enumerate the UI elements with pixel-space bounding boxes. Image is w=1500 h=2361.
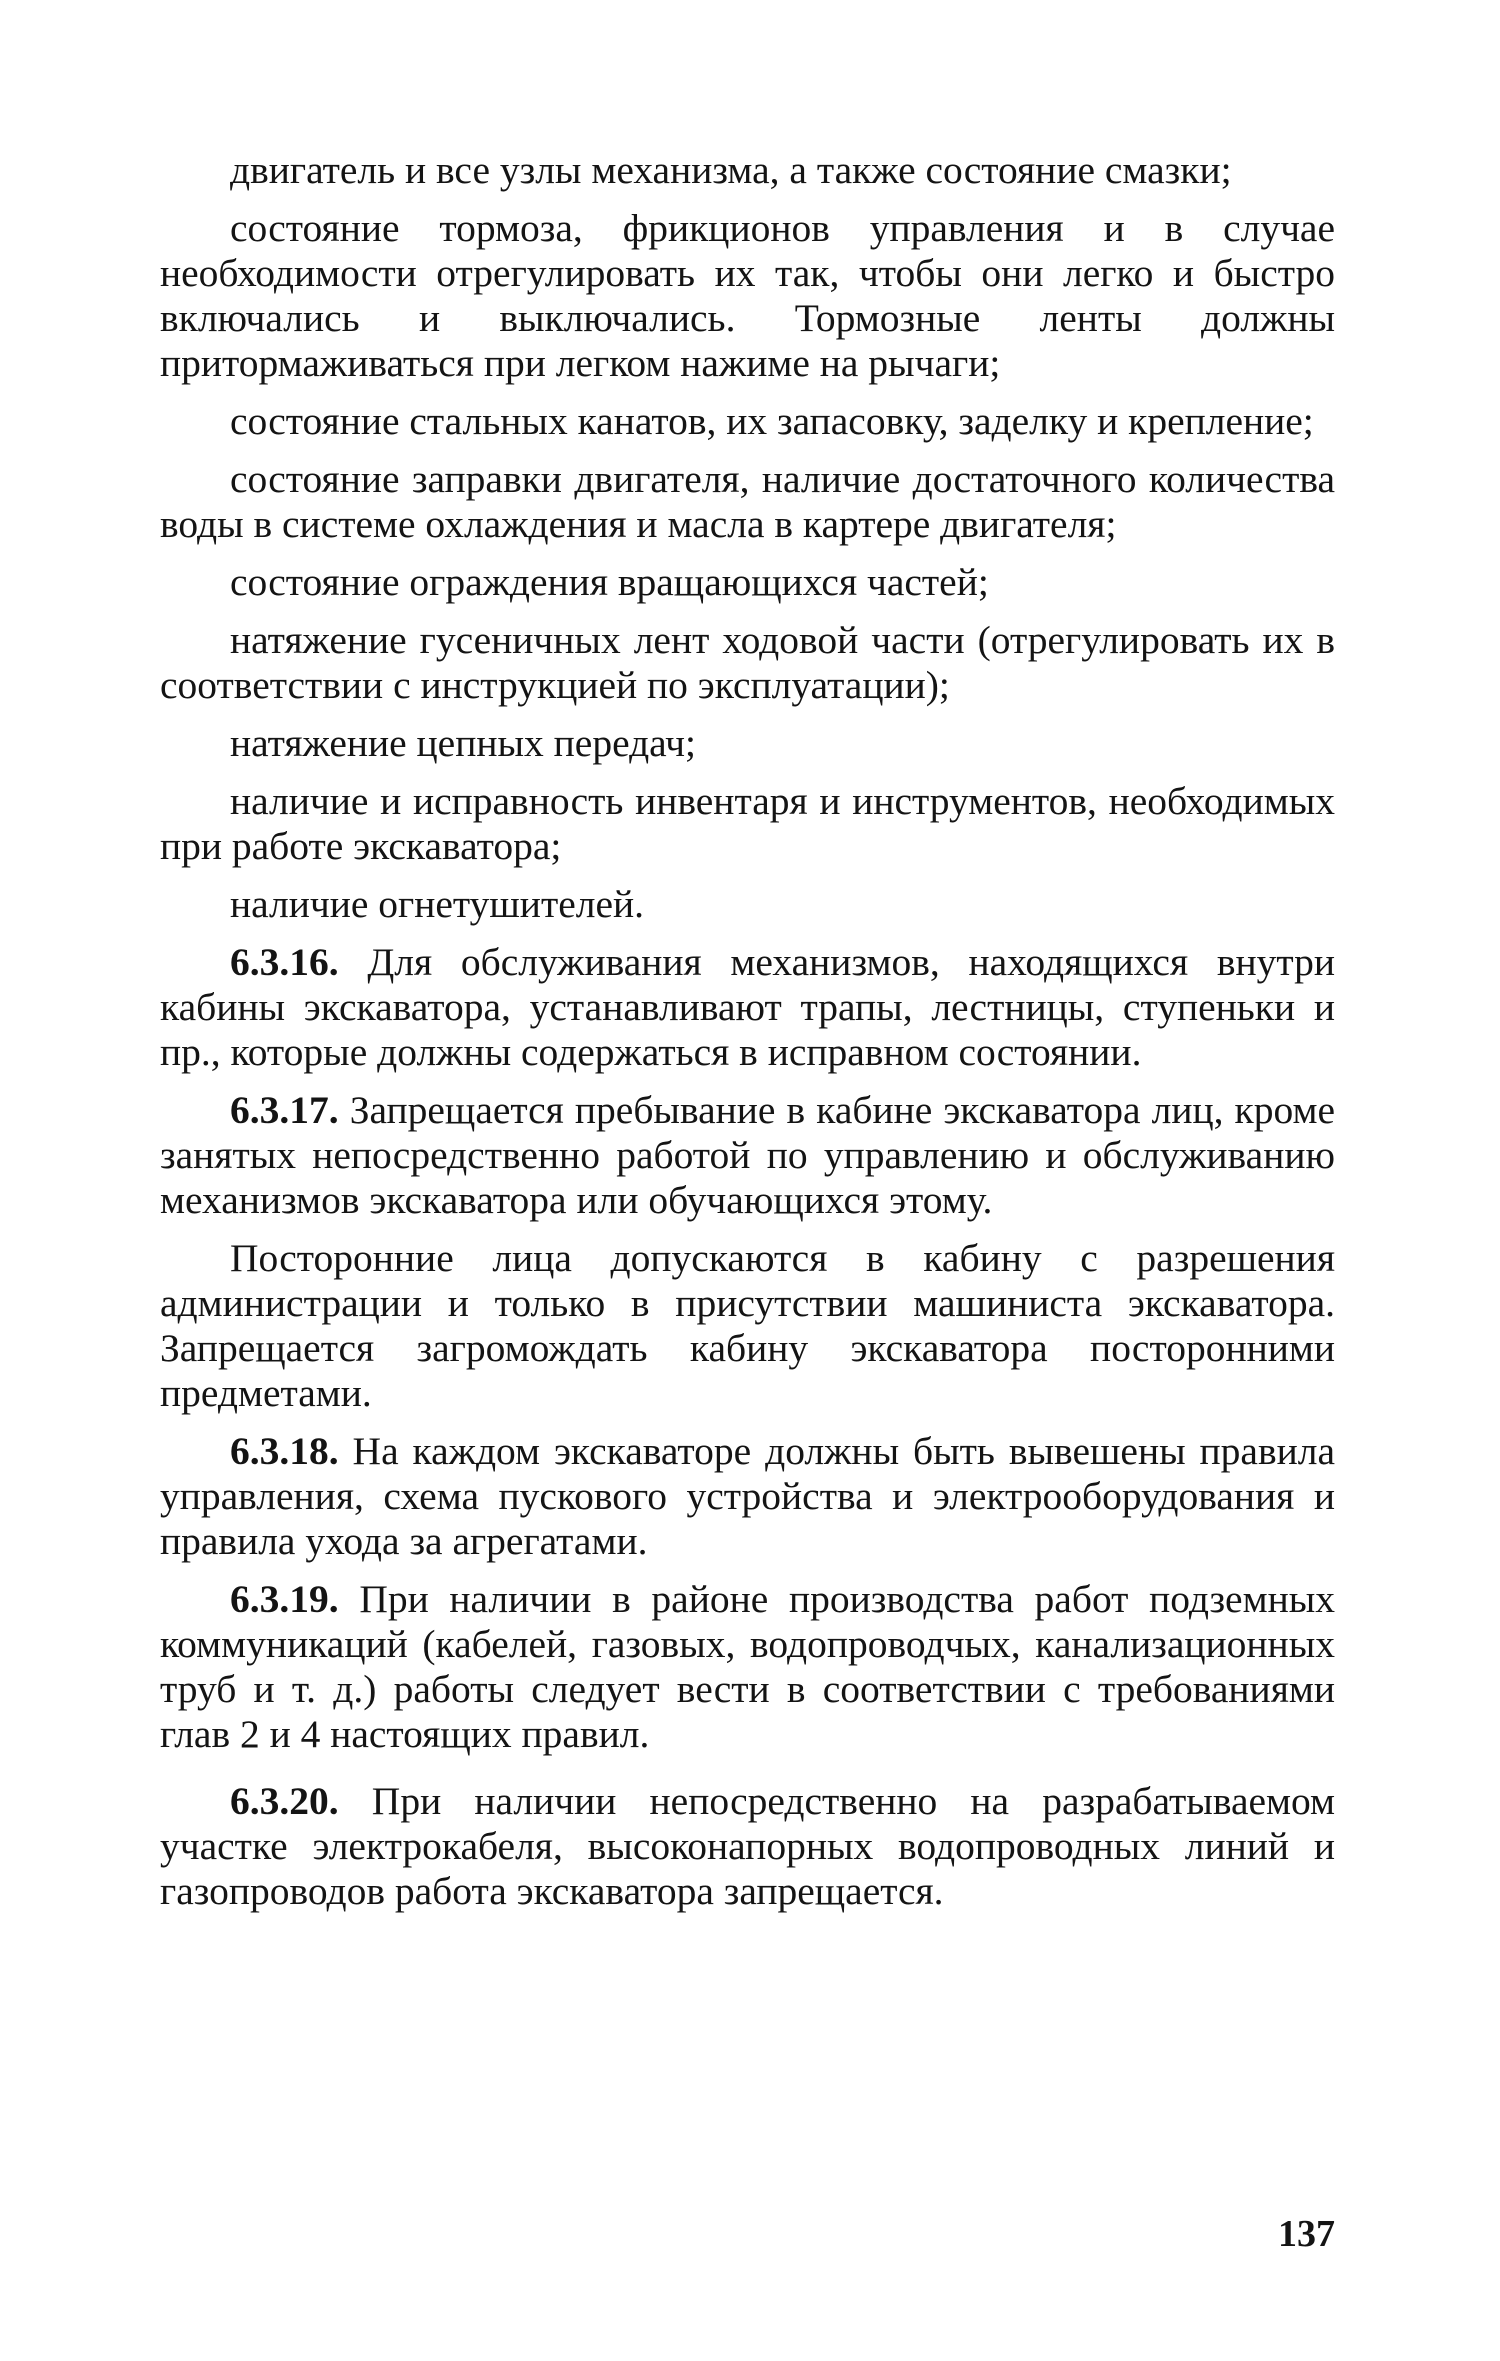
section-6-3-18: 6.3.18. На каждом экскаваторе должны быть вывешены правила управления, схема пускового устройства и электрооборудования и правила ухода за агрегатами. [160,1429,1335,1563]
paragraph-tracks: натяжение гусеничных лент ходовой части (отрегулировать их в соответствии с инструкцией по эксплуатации); [160,618,1335,707]
paragraph-tools: наличие и исправность инвентаря и инструментов, необходимых при работе экскаватора; [160,779,1335,868]
section-number: 6.3.17. [230,1088,339,1132]
paragraph-brakes: состояние тормоза, фрикционов управления и в случае необходимости отрегулировать их так, чтобы они легко и быстро включались и выключались. Тормозные ленты должны притормаживаться при легком нажиме на рычаги; [160,206,1335,385]
section-number: 6.3.20. [230,1779,339,1823]
section-number: 6.3.16. [230,940,339,984]
section-6-3-20: 6.3.20. При наличии непосредственно на разрабатываемом участке электрокабеля, высоконапорных водопроводных линий и газопроводов работа экскаватора запрещается. [160,1779,1336,1913]
section-number: 6.3.19. [230,1577,339,1621]
section-6-3-19: 6.3.19. При наличии в районе производства работ подземных коммуникаций (кабелей, газовых, водопроводчых, канализационных труб и т. д.) работы следует вести в соответствии с требованиями глав 2 и 4 настоящих правил. [160,1577,1336,1756]
paragraph-extinguishers: наличие огнетушителей. [230,882,644,926]
paragraph-fuel: состояние заправки двигателя, наличие достаточного количества воды в системе охлаждения и масла в картере двигателя; [160,457,1335,546]
paragraph-outsiders: Посторонние лица допускаются в кабину с разрешения администрации и только в присутствии машиниста экскаватора. Запрещается загромождать кабину экскаватора посторонними предметами. [160,1236,1335,1415]
section-6-3-17: 6.3.17. Запрещается пребывание в кабине экскаватора лиц, кроме занятых непосредственно работой по управлению и обслуживанию механизмов экскаватора или обучающихся этому. [160,1088,1336,1222]
paragraph-guards: состояние ограждения вращающихся частей; [230,560,989,604]
paragraph-chains: натяжение цепных передач; [230,721,696,765]
page-number: 137 [1278,2213,1335,2255]
section-number: 6.3.18. [230,1429,339,1473]
page-body [160,148,1335,1914]
paragraph-cables: состояние стальных канатов, их запасовку, заделку и крепление; [230,399,1314,443]
paragraph-engine: двигатель и все узлы механизма, а также состояние смазки; [230,148,1232,192]
section-6-3-16: 6.3.16. Для обслуживания механизмов, находящихся внутри кабины экскаватора, устанавливают трапы, лестницы, ступеньки и пр., которые должны содержаться в исправном состоянии. [160,940,1335,1074]
